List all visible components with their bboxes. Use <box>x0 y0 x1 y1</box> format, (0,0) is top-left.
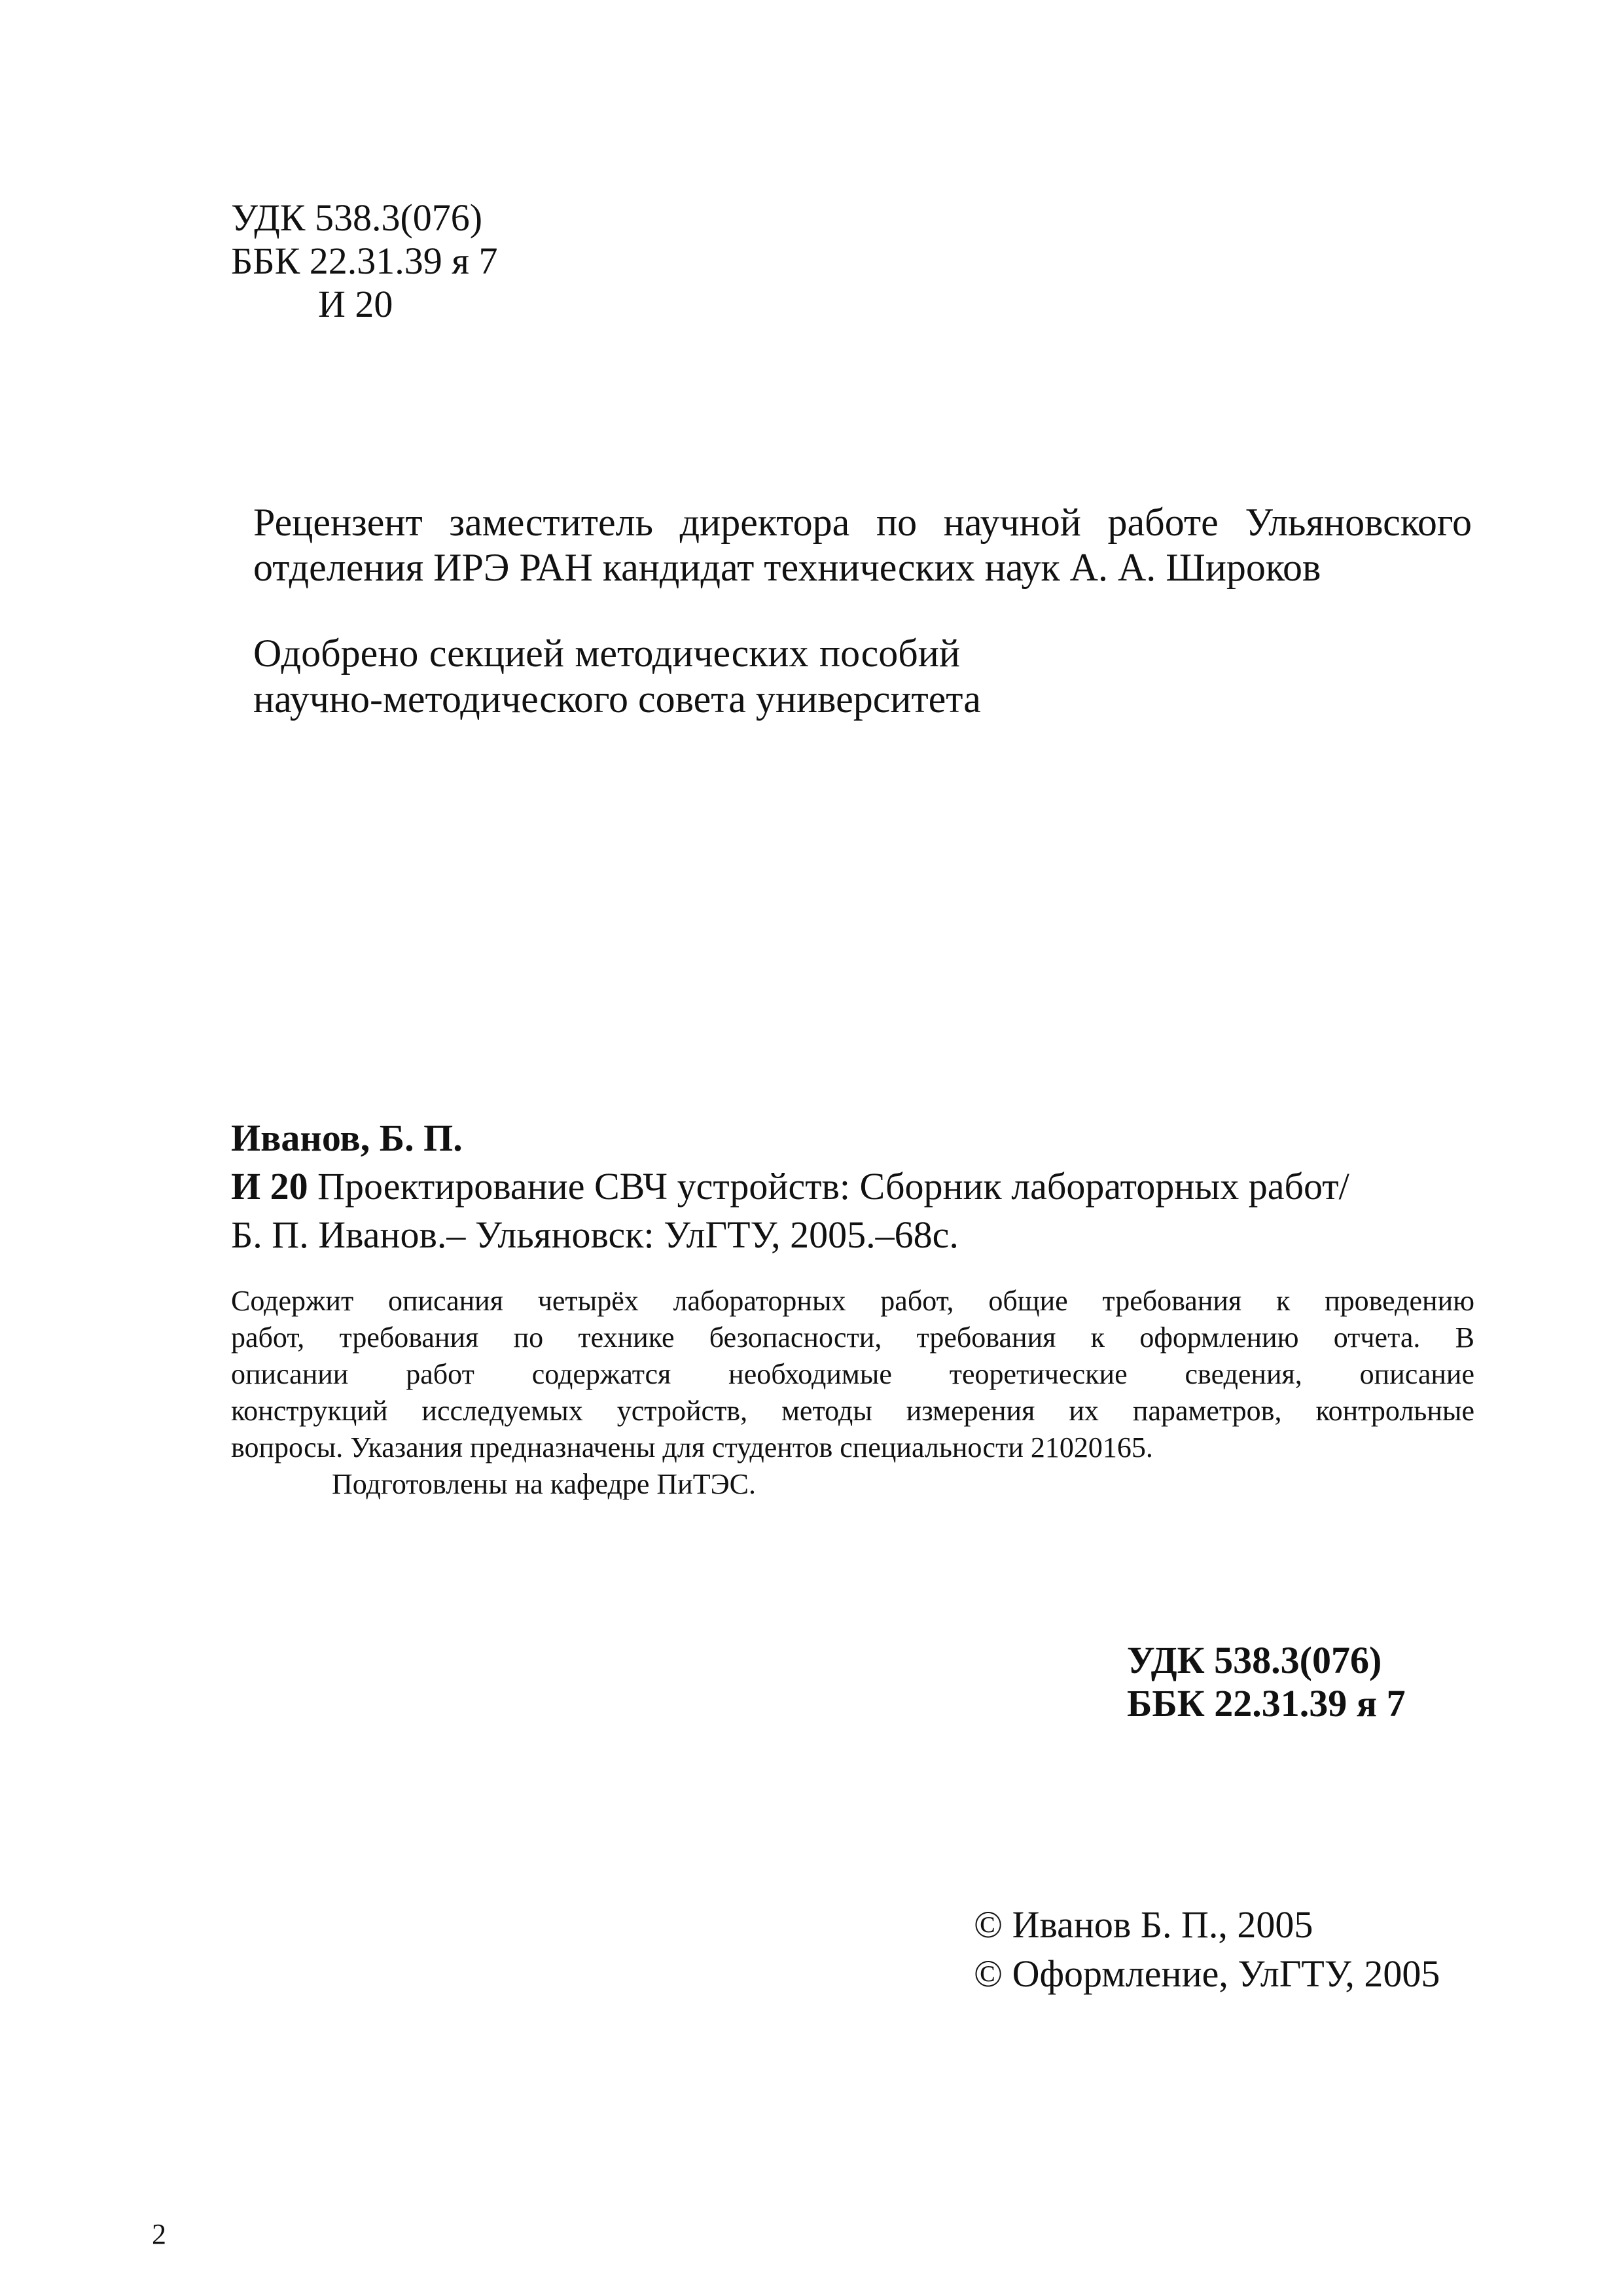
annotation-line: вопросы. Указания предназначены для студентов специальности 21020165. <box>231 1431 1153 1463</box>
page-number: 2 <box>152 2218 166 2250</box>
approval-block <box>253 630 981 722</box>
author-heading: Иванов, Б. П. <box>231 1117 463 1159</box>
bottom-classification <box>1127 1639 1406 1725</box>
approval-line: научно-методического совета университета <box>253 677 981 721</box>
imprint-line: Б. П. Иванов.– Ульяновск: УлГТУ, 2005.–68с. <box>231 1213 959 1256</box>
copyright-block <box>974 1900 1440 1998</box>
annotation-line: Содержит описания четырёх лабораторных работ, общие требования к проведению <box>231 1285 1474 1317</box>
entry-code: И 20 <box>231 1165 308 1208</box>
author-mark: И 20 <box>318 283 393 325</box>
bbk-code: ББК 22.31.39 я 7 <box>231 240 498 282</box>
reviewer-block <box>253 500 1472 590</box>
top-classification <box>231 196 497 326</box>
copyright-line: © Иванов Б. П., 2005 <box>974 1903 1313 1946</box>
copyright-line: © Оформление, УлГТУ, 2005 <box>974 1952 1440 1995</box>
title-line <box>231 1162 1349 1211</box>
bibliographic-entry <box>231 1114 1349 1259</box>
bbk-code: ББК 22.31.39 я 7 <box>1127 1682 1406 1725</box>
annotation-line: конструкций исследуемых устройств, методы измерения их параметров, контрольные <box>231 1395 1474 1427</box>
approval-line: Одобрено секцией методических пособий <box>253 632 960 675</box>
annotation-line: работ, требования по технике безопасности, требования к оформлению отчета. В <box>231 1321 1474 1354</box>
prepared-note: Подготовлены на кафедре ПиТЭС. <box>332 1468 756 1500</box>
annotation <box>231 1283 1474 1503</box>
book-title: Проектирование СВЧ устройств: Сборник лабораторных работ/ <box>317 1165 1349 1208</box>
reviewer-line: Рецензент заместитель директора по научной работе Ульяновского <box>253 501 1472 544</box>
udk-code: УДК 538.3(076) <box>231 196 483 239</box>
udk-code: УДК 538.3(076) <box>1127 1639 1382 1681</box>
annotation-line: описании работ содержатся необходимые теоретические сведения, описание <box>231 1358 1474 1390</box>
reviewer-line: отделения ИРЭ РАН кандидат технических наук А. А. Широков <box>253 546 1321 589</box>
